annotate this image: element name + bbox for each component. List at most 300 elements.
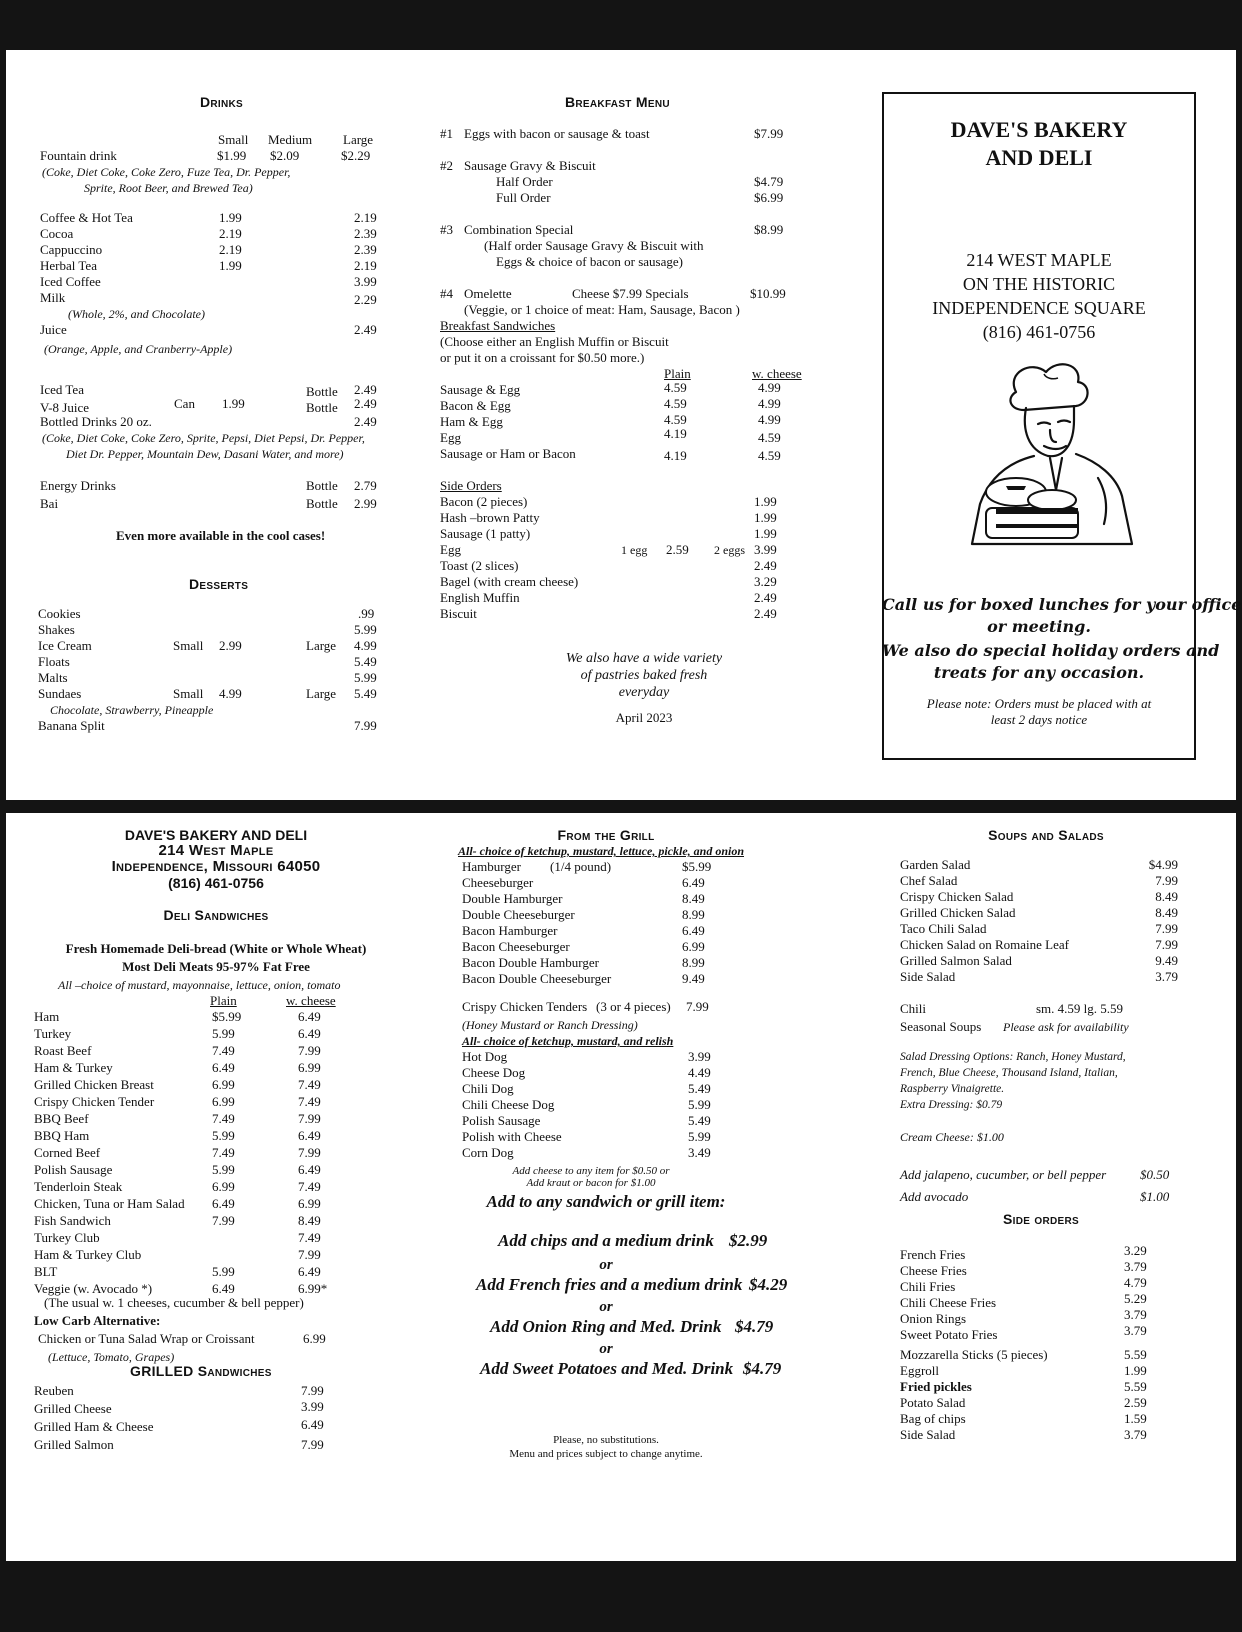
fountain-medium: $2.09	[270, 148, 300, 163]
side-name: English Muffin	[440, 590, 520, 605]
side-name: Biscuit	[440, 606, 477, 621]
deli-sandwich-cheese: 8.49	[298, 1213, 321, 1228]
deli-sandwich-plain: 6.49	[212, 1281, 235, 1296]
deli-sandwich-name: Turkey Club	[34, 1230, 100, 1245]
size-header-small: Small	[218, 132, 249, 147]
salad-price: 7.99	[1155, 921, 1178, 936]
deli-header-city: Independence, Missouri 64050	[111, 858, 321, 875]
size-header-large: Large	[343, 132, 374, 147]
tenders-name: Crispy Chicken Tenders	[462, 999, 588, 1014]
low-carb-title: Low Carb Alternative:	[34, 1313, 161, 1328]
order-notice: least 2 days notice	[990, 712, 1088, 727]
energy-price: 2.79	[354, 478, 377, 493]
grill-title: From the Grill	[557, 827, 655, 843]
salad-name: Crispy Chicken Salad	[900, 889, 1014, 904]
deli-sandwich-name: Veggie (w. Avocado *)	[34, 1281, 153, 1296]
hotdog-name: Corn Dog	[462, 1145, 514, 1160]
side-name: Egg	[440, 542, 461, 557]
hotdog-price: 3.99	[688, 1049, 711, 1064]
combo-price: $10.99	[750, 286, 786, 301]
side-order-price: 5.59	[1124, 1379, 1147, 1394]
burger-name: Bacon Hamburger	[462, 923, 558, 938]
burger-name: Bacon Double Hamburger	[462, 955, 599, 970]
deli-sandwich-plain: 6.99	[212, 1094, 235, 1109]
drink-name: Cappuccino	[40, 242, 103, 257]
combo-chips-name: Add chips and a medium drink	[498, 1231, 714, 1250]
juice-note: (Orange, Apple, and Cranberry-Apple)	[44, 342, 233, 356]
grilled-price: 7.99	[301, 1383, 324, 1398]
deli-sandwich-name: BBQ Ham	[34, 1128, 90, 1143]
deli-sandwich-name: Grilled Chicken Breast	[34, 1077, 154, 1092]
egg-one-price: 2.59	[666, 542, 689, 557]
combo-price: $8.99	[754, 222, 784, 237]
deli-sandwich-plain: 6.49	[212, 1060, 235, 1075]
side-order-price: 5.29	[1124, 1291, 1147, 1306]
deli-sandwich-name: Tenderloin Steak	[34, 1179, 123, 1194]
deli-sandwich-name: Corned Beef	[34, 1145, 101, 1160]
breakfast-sandwich-cheese: 4.59	[758, 430, 781, 445]
side-order-name: Onion Rings	[900, 1311, 967, 1326]
plain-header: Plain	[664, 366, 691, 381]
breakfast-sandwich-cheese: 4.59	[758, 448, 781, 463]
milk-note: (Whole, 2%, and Chocolate)	[68, 307, 205, 321]
bakery-name: DAVE'S BAKERY	[950, 117, 1128, 142]
drink-small: 2.19	[219, 226, 242, 241]
juice-price: 2.49	[354, 322, 377, 337]
milk-name: Milk	[40, 290, 66, 305]
deli-sandwich-cheese: 7.49	[298, 1094, 321, 1109]
side-name: Toast (2 slices)	[440, 558, 519, 573]
cover-phone: (816) 461-0756	[982, 322, 1096, 342]
combo-fries-price: $4.29	[749, 1275, 788, 1294]
full-order-label: Full Order	[496, 190, 551, 205]
combo-fries-name: Add French fries and a medium drink	[476, 1275, 743, 1294]
menu-date: April 2023	[615, 710, 673, 725]
combo-number: #1	[440, 126, 453, 141]
menu-page-back	[6, 813, 1236, 1561]
cover-address: ON THE HISTORIC	[962, 274, 1116, 294]
burger-name: Double Hamburger	[462, 891, 563, 906]
side-order-price: 3.29	[1124, 1243, 1147, 1258]
order-notice: Please note: Orders must be placed with at	[926, 696, 1152, 711]
breakfast-sandwich-cheese: 4.99	[758, 380, 781, 395]
dessert-name: Sundaes	[38, 686, 82, 701]
hotdog-price: 5.99	[688, 1129, 711, 1144]
or-divider: or	[599, 1341, 613, 1357]
add-avocado-price: $1.00	[1140, 1189, 1170, 1204]
burger-extra: (1/4 pound)	[550, 859, 612, 874]
dessert-large-label: Large	[306, 638, 337, 653]
side-order-name: Chili Fries	[900, 1279, 956, 1294]
breakfast-sandwich-name: Egg	[440, 430, 461, 445]
breakfast-sandwich-name: Ham & Egg	[440, 414, 503, 429]
combo-note: (Veggie, or 1 choice of meat: Ham, Sausage, Bacon )	[464, 302, 740, 317]
bai-label: Bottle	[306, 496, 338, 511]
deli-sandwich-cheese: 7.99	[298, 1043, 321, 1058]
dressing-options: French, Blue Cheese, Thousand Island, Italian,	[900, 1067, 1118, 1079]
hotdog-name: Polish with Cheese	[462, 1129, 562, 1144]
deli-sandwich-plain: 7.49	[212, 1145, 235, 1160]
pastry-note: everyday	[618, 685, 670, 700]
banana-split-price: 7.99	[354, 718, 377, 733]
deli-sandwich-cheese: 7.49	[298, 1230, 321, 1245]
deli-plain-header: Plain	[210, 993, 237, 1008]
dessert-name: Shakes	[38, 622, 75, 637]
fountain-name: Fountain drink	[40, 148, 117, 163]
deli-sandwich-name: Chicken, Tuna or Ham Salad	[34, 1196, 185, 1211]
side-price: 3.29	[754, 574, 777, 589]
deli-cheese-header: w. cheese	[286, 993, 336, 1008]
deli-meats-note: Most Deli Meats 95-97% Fat Free	[122, 959, 310, 974]
combo-note: (Half order Sausage Gravy & Biscuit with	[484, 238, 704, 253]
combo-number: #2	[440, 158, 453, 173]
burger-name: Cheeseburger	[462, 875, 534, 890]
deli-sandwich-cheese: 7.99	[298, 1111, 321, 1126]
add-cheese-note: Add cheese to any item for $0.50 or	[512, 1165, 670, 1177]
wrap-note: (Lettuce, Tomato, Grapes)	[48, 1350, 175, 1364]
cover-address: 214 WEST MAPLE	[966, 250, 1112, 270]
salad-name: Grilled Chicken Salad	[900, 905, 1016, 920]
deli-choice-note: All –choice of mustard, mayonnaise, lettuce, onion, tomato	[58, 978, 341, 992]
egg-one-label: 1 egg	[621, 543, 648, 557]
energy-label: Bottle	[306, 478, 338, 493]
deli-sandwiches-title: Deli Sandwiches	[163, 907, 269, 923]
drink-name: Cocoa	[40, 226, 74, 241]
deli-sandwich-cheese: 6.49	[298, 1026, 321, 1041]
deli-sandwich-plain: 6.99	[212, 1077, 235, 1092]
v8-can-price: 1.99	[222, 396, 245, 411]
deli-sandwich-plain: $5.99	[212, 1009, 242, 1024]
omelette-specials: Cheese $7.99 Specials	[572, 286, 689, 301]
deli-sandwich-plain: 5.99	[212, 1026, 235, 1041]
pastry-note: We also have a wide variety	[565, 651, 723, 666]
salad-name: Garden Salad	[900, 857, 971, 872]
chili-name: Chili	[900, 1001, 927, 1016]
side-order-price: 2.59	[1124, 1395, 1147, 1410]
drink-name: Iced Coffee	[40, 274, 101, 289]
dessert-price: 5.49	[354, 686, 377, 701]
v8-price: 2.49	[354, 396, 377, 411]
side-order-price: 5.59	[1124, 1347, 1147, 1362]
combo-number: #3	[440, 222, 453, 237]
bakery-name: AND DELI	[985, 145, 1093, 170]
deli-sandwich-name: BBQ Beef	[34, 1111, 89, 1126]
combo-onion-name: Add Onion Ring and Med. Drink	[490, 1317, 722, 1336]
cool-cases-note: Even more available in the cool cases!	[116, 528, 326, 543]
side-order-price: 3.79	[1124, 1427, 1147, 1442]
tenders-extra: (3 or 4 pieces)	[596, 999, 671, 1014]
breakfast-sandwich-cheese: 4.99	[758, 396, 781, 411]
dessert-small-price: 4.99	[219, 686, 242, 701]
dessert-price: 5.99	[354, 670, 377, 685]
salad-price: 8.49	[1155, 889, 1178, 904]
breakfast-sandwich-name: Sausage & Egg	[440, 382, 521, 397]
side-price: 2.49	[754, 606, 777, 621]
fountain-small: $1.99	[217, 148, 247, 163]
burger-name: Hamburger	[462, 859, 521, 874]
deli-sandwich-name: Turkey	[34, 1026, 72, 1041]
salad-name: Taco Chili Salad	[900, 921, 987, 936]
hotdog-price: 5.49	[688, 1113, 711, 1128]
combo-name: Eggs with bacon or sausage & toast	[464, 126, 650, 141]
drinks-title: Drinks	[200, 94, 244, 110]
combo-chips-price: $2.99	[729, 1231, 768, 1250]
burger-price: $5.99	[682, 859, 712, 874]
salad-price: 7.99	[1155, 937, 1178, 952]
hotdog-name: Chili Dog	[462, 1081, 514, 1096]
seasonal-soups-note: Please ask for availability	[1003, 1020, 1129, 1034]
add-avocado-name: Add avocado	[900, 1189, 969, 1204]
burger-price: 6.49	[682, 875, 705, 890]
side-order-price: 4.79	[1124, 1275, 1147, 1290]
combo-price: $7.99	[754, 126, 784, 141]
hotdog-price: 4.49	[688, 1065, 711, 1080]
deli-sandwich-cheese: 7.49	[298, 1179, 321, 1194]
bottled-note: Diet Dr. Pepper, Mountain Dew, Dasani Water, and more)	[66, 447, 344, 461]
deli-sandwich-plain: 7.49	[212, 1043, 235, 1058]
grill-choice-note: All- choice of ketchup, mustard, lettuce, pickle, and onion	[458, 844, 744, 858]
combo-sweet-potato-name: Add Sweet Potatoes and Med. Drink	[480, 1359, 734, 1378]
add-jalapeno-price: $0.50	[1140, 1167, 1170, 1182]
deli-sandwich-name: Ham	[34, 1009, 60, 1024]
side-orders-title: Side Orders	[440, 478, 502, 493]
combo-note: Eggs & choice of bacon or sausage)	[496, 254, 683, 269]
side-order-name: Bag of chips	[900, 1411, 966, 1426]
dessert-small-label: Small	[173, 638, 204, 653]
deli-sandwich-name: Crispy Chicken Tender	[34, 1094, 155, 1109]
grilled-name: Grilled Ham & Cheese	[34, 1419, 154, 1434]
side-order-price: 3.79	[1124, 1323, 1147, 1338]
v8-can-label: Can	[174, 396, 195, 411]
side-order-price: 3.79	[1124, 1307, 1147, 1322]
baker-illustration-icon	[966, 358, 1138, 550]
side-order-name: Cheese Fries	[900, 1263, 967, 1278]
iced-tea-price: 2.49	[354, 382, 377, 397]
grilled-sandwiches-title: GRILLED Sandwiches	[130, 1363, 272, 1379]
dessert-small-price: 2.99	[219, 638, 242, 653]
tenders-note: (Honey Mustard or Ranch Dressing)	[462, 1018, 638, 1032]
burger-name: Bacon Double Cheeseburger	[462, 971, 612, 986]
drink-large: 2.19	[354, 258, 377, 273]
chili-prices: sm. 4.59 lg. 5.59	[1036, 1001, 1124, 1016]
deli-sandwich-name: Roast Beef	[34, 1043, 92, 1058]
egg-two-label: 2 eggs	[714, 543, 745, 557]
deli-sandwich-cheese: 6.49	[298, 1128, 321, 1143]
grilled-price: 6.49	[301, 1417, 324, 1432]
breakfast-sandwich-plain: 4.19	[664, 426, 687, 441]
seasonal-soups-name: Seasonal Soups	[900, 1019, 982, 1034]
combo-name: Combination Special	[464, 222, 574, 237]
deli-sandwich-plain: 6.99	[212, 1179, 235, 1194]
catering-note: treats for any occasion.	[933, 663, 1145, 682]
hotdog-price: 5.99	[688, 1097, 711, 1112]
grilled-price: 7.99	[301, 1437, 324, 1452]
salad-name: Chicken Salad on Romaine Leaf	[900, 937, 1069, 952]
breakfast-sandwiches-note: or put it on a croissant for $0.50 more.)	[440, 350, 645, 365]
deli-sandwich-cheese: 6.49	[298, 1264, 321, 1279]
cover-address: INDEPENDENCE SQUARE	[932, 298, 1146, 318]
burger-price: 9.49	[682, 971, 705, 986]
salad-price: 3.79	[1155, 969, 1178, 984]
side-price: 1.99	[754, 526, 777, 541]
bai-price: 2.99	[354, 496, 377, 511]
combo-sweet-potato-price: $4.79	[743, 1359, 782, 1378]
side-order-name: Potato Salad	[900, 1395, 966, 1410]
combo-number: #4	[440, 286, 453, 301]
deli-sandwich-cheese: 7.99	[298, 1145, 321, 1160]
burger-price: 8.99	[682, 907, 705, 922]
dressing-options: Salad Dressing Options: Ranch, Honey Mustard,	[900, 1051, 1126, 1063]
salad-price: 7.99	[1155, 873, 1178, 888]
deli-sandwich-plain: 5.99	[212, 1264, 235, 1279]
breakfast-sandwich-cheese: 4.99	[758, 412, 781, 427]
full-order-price: $6.99	[754, 190, 784, 205]
soups-salads-title: Soups and Salads	[988, 827, 1104, 843]
deli-sandwich-cheese: 7.49	[298, 1077, 321, 1092]
breakfast-sandwich-name: Bacon & Egg	[440, 398, 511, 413]
side-price: 3.99	[754, 542, 777, 557]
deli-sandwich-cheese: 6.49	[298, 1162, 321, 1177]
dessert-name: Cookies	[38, 606, 81, 621]
combo-name: Sausage Gravy & Biscuit	[464, 158, 596, 173]
breakfast-title: Breakfast Menu	[565, 94, 670, 110]
deli-sandwich-plain: 7.99	[212, 1213, 235, 1228]
side-order-price: 1.59	[1124, 1411, 1147, 1426]
fountain-note: Sprite, Root Beer, and Brewed Tea)	[84, 181, 253, 195]
bottled-price: 2.49	[354, 414, 377, 429]
catering-note: or meeting.	[987, 617, 1091, 636]
or-divider: or	[599, 1257, 613, 1273]
breakfast-sandwich-plain: 4.59	[664, 396, 687, 411]
add-to-sandwich-title: Add to any sandwich or grill item:	[486, 1192, 726, 1211]
deli-bread-note: Fresh Homemade Deli-bread (White or Whole Wheat)	[65, 941, 367, 956]
side-price: 2.49	[754, 558, 777, 573]
v8-name: V-8 Juice	[40, 400, 89, 415]
deli-sandwich-name: Polish Sausage	[34, 1162, 113, 1177]
side-price: 1.99	[754, 494, 777, 509]
breakfast-sandwich-plain: 4.19	[664, 448, 687, 463]
drink-small: 1.99	[219, 258, 242, 273]
price-change-note: Menu and prices subject to change anytime.	[509, 1448, 703, 1460]
sundae-note: Chocolate, Strawberry, Pineapple	[50, 703, 214, 717]
salad-name: Chef Salad	[900, 873, 958, 888]
dessert-price: 5.49	[354, 654, 377, 669]
half-order-label: Half Order	[496, 174, 553, 189]
fountain-note: (Coke, Diet Coke, Coke Zero, Fuze Tea, Dr. Pepper,	[42, 165, 291, 179]
breakfast-sandwich-name: Sausage or Ham or Bacon	[440, 446, 576, 461]
size-header-medium: Medium	[268, 132, 313, 147]
hotdog-name: Cheese Dog	[462, 1065, 526, 1080]
side-order-name: French Fries	[900, 1247, 966, 1262]
no-substitutions-note: Please, no substitutions.	[553, 1434, 659, 1446]
dessert-name: Ice Cream	[38, 638, 92, 653]
side-name: Bacon (2 pieces)	[440, 494, 528, 509]
burger-price: 6.99	[682, 939, 705, 954]
deli-sandwich-plain: 5.99	[212, 1162, 235, 1177]
burger-name: Double Cheeseburger	[462, 907, 575, 922]
deli-sandwich-name: Fish Sandwich	[34, 1213, 111, 1228]
catering-note: Call us for boxed lunches for your office	[882, 595, 1242, 614]
deli-header-address: 214 West Maple	[158, 842, 274, 859]
banana-split-name: Banana Split	[38, 718, 105, 733]
side-order-name: Sweet Potato Fries	[900, 1327, 998, 1342]
add-jalapeno-name: Add jalapeno, cucumber, or bell pepper	[900, 1167, 1107, 1182]
deli-sandwich-cheese: 6.99	[298, 1196, 321, 1211]
side-name: Sausage (1 patty)	[440, 526, 531, 541]
cheese-header: w. cheese	[752, 366, 802, 381]
burger-price: 6.49	[682, 923, 705, 938]
deli-sandwich-cheese: 6.99*	[298, 1281, 328, 1296]
grilled-name: Grilled Cheese	[34, 1401, 112, 1416]
drink-large: 3.99	[354, 274, 377, 289]
deli-sandwich-plain: 7.49	[212, 1111, 235, 1126]
side-orders-title: Side orders	[1003, 1211, 1079, 1227]
bai-name: Bai	[40, 496, 59, 511]
burger-name: Bacon Cheeseburger	[462, 939, 570, 954]
burger-price: 8.49	[682, 891, 705, 906]
energy-name: Energy Drinks	[40, 478, 116, 493]
half-order-price: $4.79	[754, 174, 784, 189]
wrap-name: Chicken or Tuna Salad Wrap or Croissant	[38, 1331, 255, 1346]
deli-sandwich-name: Ham & Turkey Club	[34, 1247, 142, 1262]
dessert-name: Malts	[38, 670, 68, 685]
deli-sandwich-name: BLT	[34, 1264, 58, 1279]
deli-sandwich-cheese: 6.49	[298, 1009, 321, 1024]
wrap-price: 6.99	[303, 1331, 326, 1346]
dessert-price: 4.99	[354, 638, 377, 653]
dessert-large-label: Large	[306, 686, 337, 701]
combo-name: Omelette	[464, 286, 512, 301]
breakfast-sandwiches-note: (Choose either an English Muffin or Biscuit	[440, 334, 669, 349]
iced-tea-label: Bottle	[306, 384, 338, 399]
veggie-note: (The usual w. 1 cheeses, cucumber & bell pepper)	[44, 1295, 304, 1310]
bottled-note: (Coke, Diet Coke, Coke Zero, Sprite, Pepsi, Diet Pepsi, Dr. Pepper,	[42, 431, 365, 445]
juice-name: Juice	[40, 322, 67, 337]
dressing-options: Raspberry Vinaigrette.	[900, 1083, 1005, 1095]
cream-cheese-note: Cream Cheese: $1.00	[900, 1130, 1004, 1144]
hotdog-name: Hot Dog	[462, 1049, 508, 1064]
pastry-note: of pastries baked fresh	[580, 668, 708, 683]
salad-price: 9.49	[1155, 953, 1178, 968]
drink-name: Herbal Tea	[40, 258, 97, 273]
side-order-name: Mozzarella Sticks (5 pieces)	[900, 1347, 1048, 1362]
grilled-price: 3.99	[301, 1399, 324, 1414]
fountain-large: $2.29	[341, 148, 371, 163]
combo-onion-price: $4.79	[735, 1317, 774, 1336]
side-price: 2.49	[754, 590, 777, 605]
deli-sandwich-cheese: 7.99	[298, 1247, 321, 1262]
dessert-small-label: Small	[173, 686, 204, 701]
deli-header-name: DAVE'S BAKERY AND DELI	[124, 827, 308, 843]
tenders-price: 7.99	[686, 999, 709, 1014]
milk-price: 2.29	[354, 292, 377, 307]
deli-sandwich-cheese: 6.99	[298, 1060, 321, 1075]
salad-price: $4.99	[1148, 857, 1178, 872]
grilled-name: Reuben	[34, 1383, 74, 1398]
add-kraut-note: Add kraut or bacon for $1.00	[526, 1177, 656, 1189]
breakfast-sandwich-plain: 4.59	[664, 380, 687, 395]
side-order-name: Eggroll	[900, 1363, 939, 1378]
desserts-title: Desserts	[189, 576, 249, 592]
drink-small: 1.99	[219, 210, 242, 225]
breakfast-sandwich-plain: 4.59	[664, 412, 687, 427]
breakfast-sandwiches-title: Breakfast Sandwiches	[440, 318, 556, 333]
catering-note: We also do special holiday orders and	[882, 641, 1220, 660]
salad-name: Side Salad	[900, 969, 956, 984]
hotdog-price: 3.49	[688, 1145, 711, 1160]
side-price: 1.99	[754, 510, 777, 525]
salad-price: 8.49	[1155, 905, 1178, 920]
